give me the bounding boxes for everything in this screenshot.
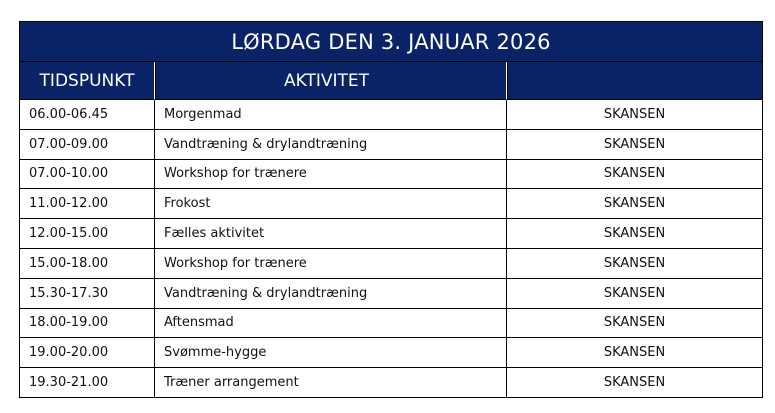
time-cell: 15.00-18.00 [20, 249, 155, 279]
location-cell: SKANSEN [507, 338, 763, 368]
activity-cell: Træner arrangement [155, 368, 507, 398]
table-row [20, 160, 763, 190]
header-row [19, 62, 763, 100]
time-cell: 15.30-17.30 [20, 279, 155, 309]
time-cell: 11.00-12.00 [20, 189, 155, 219]
activity-cell: Aftensmad [155, 309, 507, 339]
activity-cell: Frokost [155, 189, 507, 219]
time-cell: 12.00-15.00 [20, 219, 155, 249]
table-row [20, 249, 763, 279]
table-row [20, 309, 763, 339]
table-row [20, 279, 763, 309]
table-row [20, 130, 763, 160]
activity-cell: Morgenmad [155, 100, 507, 130]
time-cell: 18.00-19.00 [20, 309, 155, 339]
location-cell: SKANSEN [507, 160, 763, 190]
table-row [20, 368, 763, 398]
location-cell: SKANSEN [507, 249, 763, 279]
time-cell: 19.30-21.00 [20, 368, 155, 398]
table-row [20, 189, 763, 219]
header-time: TIDSPUNKT [19, 62, 155, 100]
table-row [20, 100, 763, 130]
activity-cell: Workshop for trænere [155, 160, 507, 190]
location-cell: SKANSEN [507, 219, 763, 249]
time-cell: 07.00-09.00 [20, 130, 155, 160]
time-cell: 06.00-06.45 [20, 100, 155, 130]
table-row [20, 219, 763, 249]
activity-cell: Svømme-hygge [155, 338, 507, 368]
location-cell: SKANSEN [507, 189, 763, 219]
location-cell: SKANSEN [507, 100, 763, 130]
time-cell: 19.00-20.00 [20, 338, 155, 368]
location-cell: SKANSEN [507, 368, 763, 398]
activity-cell: Vandtræning & drylandtræning [155, 279, 507, 309]
activity-cell: Vandtræning & drylandtræning [155, 130, 507, 160]
time-cell: 07.00-10.00 [20, 160, 155, 190]
activity-cell: Fælles aktivitet [155, 219, 507, 249]
schedule-rows [19, 100, 763, 398]
location-cell: SKANSEN [507, 130, 763, 160]
activity-cell: Workshop for trænere [155, 249, 507, 279]
header-activity: AKTIVITET [155, 62, 507, 100]
schedule-title: LØRDAG DEN 3. JANUAR 2026 [19, 21, 763, 62]
location-cell: SKANSEN [507, 309, 763, 339]
header-location [507, 62, 763, 100]
table-row [20, 338, 763, 368]
location-cell: SKANSEN [507, 279, 763, 309]
schedule-table [19, 21, 763, 398]
